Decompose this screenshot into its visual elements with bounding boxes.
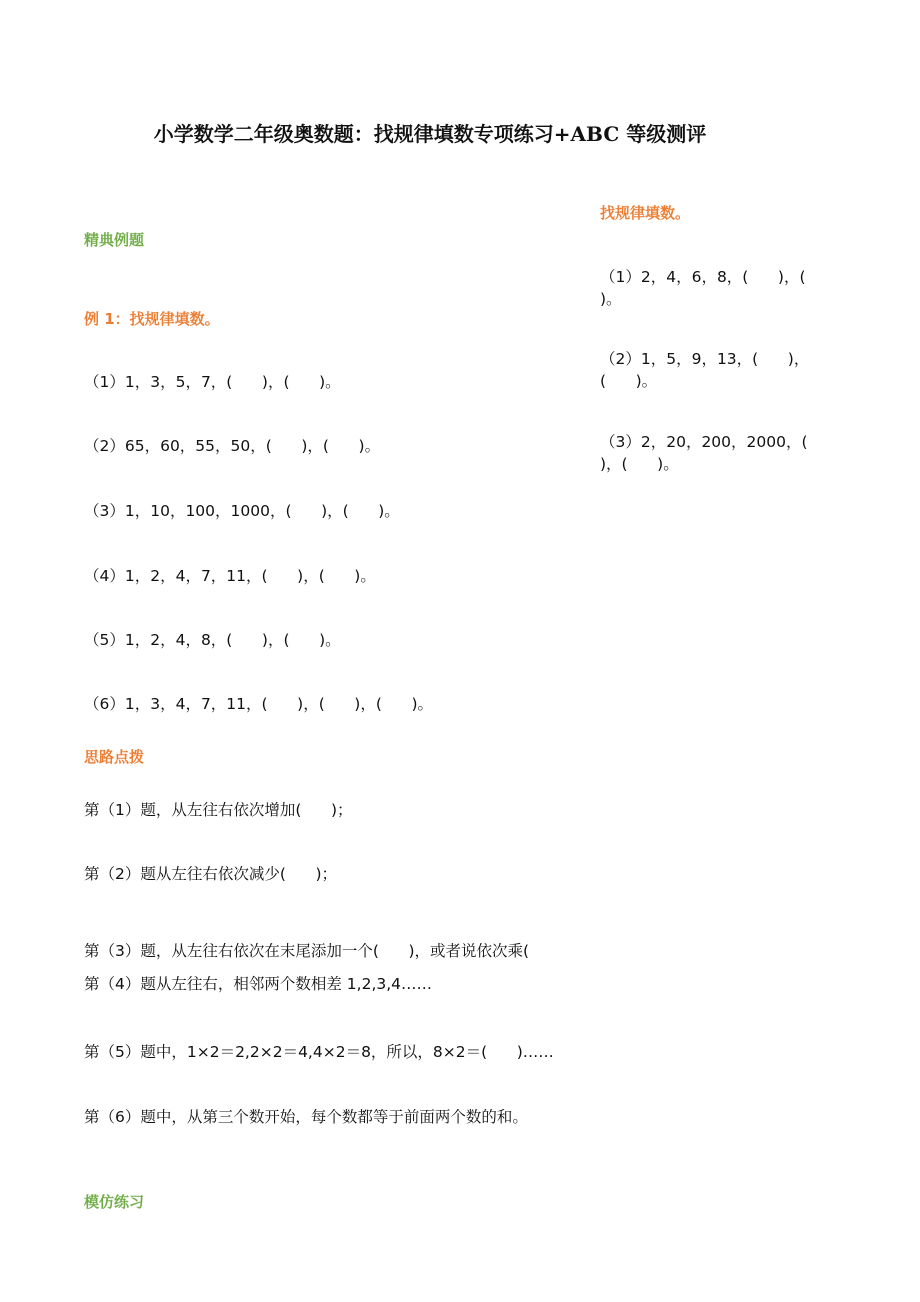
example1-heading: 例 1：找规律填数。 xyxy=(84,310,220,328)
hint-1: 第（1）题，从左往右依次增加( )； xyxy=(84,801,353,819)
hint-6: 第（6）题中，从第三个数开始，每个数都等于前面两个数的和。 xyxy=(84,1108,528,1126)
hint-3: 第（3）题，从左往右依次在末尾添加一个( )，或者说依次乘( xyxy=(84,942,530,960)
right-question-1-line1: （1）2，4，6，8，( )，( xyxy=(600,268,806,286)
right-question-2-line1: （2）1，5，9，13，( )， xyxy=(600,350,810,368)
example-question-2: （2）65，60，55，50，( )，( )。 xyxy=(84,437,381,455)
hint-5: 第（5）题中，1×2＝2,2×2＝4,4×2＝8，所以，8×2＝( )…… xyxy=(84,1043,554,1061)
example-question-6: （6）1，3，4，7，11，( )，( )，( )。 xyxy=(84,695,434,713)
hint-4: 第（4）题从左往右，相邻两个数相差 1,2,3,4…… xyxy=(84,975,433,993)
right-question-2-line2: ( )。 xyxy=(600,372,658,390)
right-question-2 xyxy=(600,348,840,392)
right-question-1 xyxy=(600,266,840,310)
hint-2: 第（2）题从左往右依次减少( )； xyxy=(84,865,338,883)
page-title: 小学数学二年级奥数题：找规律填数专项练习+ABC 等级测评 xyxy=(153,122,707,146)
example-question-1: （1）1，3，5，7，( )，( )。 xyxy=(84,373,341,391)
right-question-3-line1: （3）2，20，200，2000，( xyxy=(600,433,808,451)
examples-heading: 精典例题 xyxy=(84,231,145,249)
example-question-5: （5）1，2，4，8，( )，( )。 xyxy=(84,631,341,649)
right-question-1-line2: )。 xyxy=(600,290,622,308)
hints-heading: 思路点拨 xyxy=(84,748,145,766)
right-question-3-line2: )，( )。 xyxy=(600,455,679,473)
example-question-4: （4）1，2，4，7，11，( )，( )。 xyxy=(84,567,376,585)
example-question-3: （3）1，10，100，1000，( )，( )。 xyxy=(84,502,400,520)
right-exercise-heading: 找规律填数。 xyxy=(600,204,691,222)
practice-heading: 模仿练习 xyxy=(84,1193,145,1211)
right-question-3 xyxy=(600,431,840,475)
